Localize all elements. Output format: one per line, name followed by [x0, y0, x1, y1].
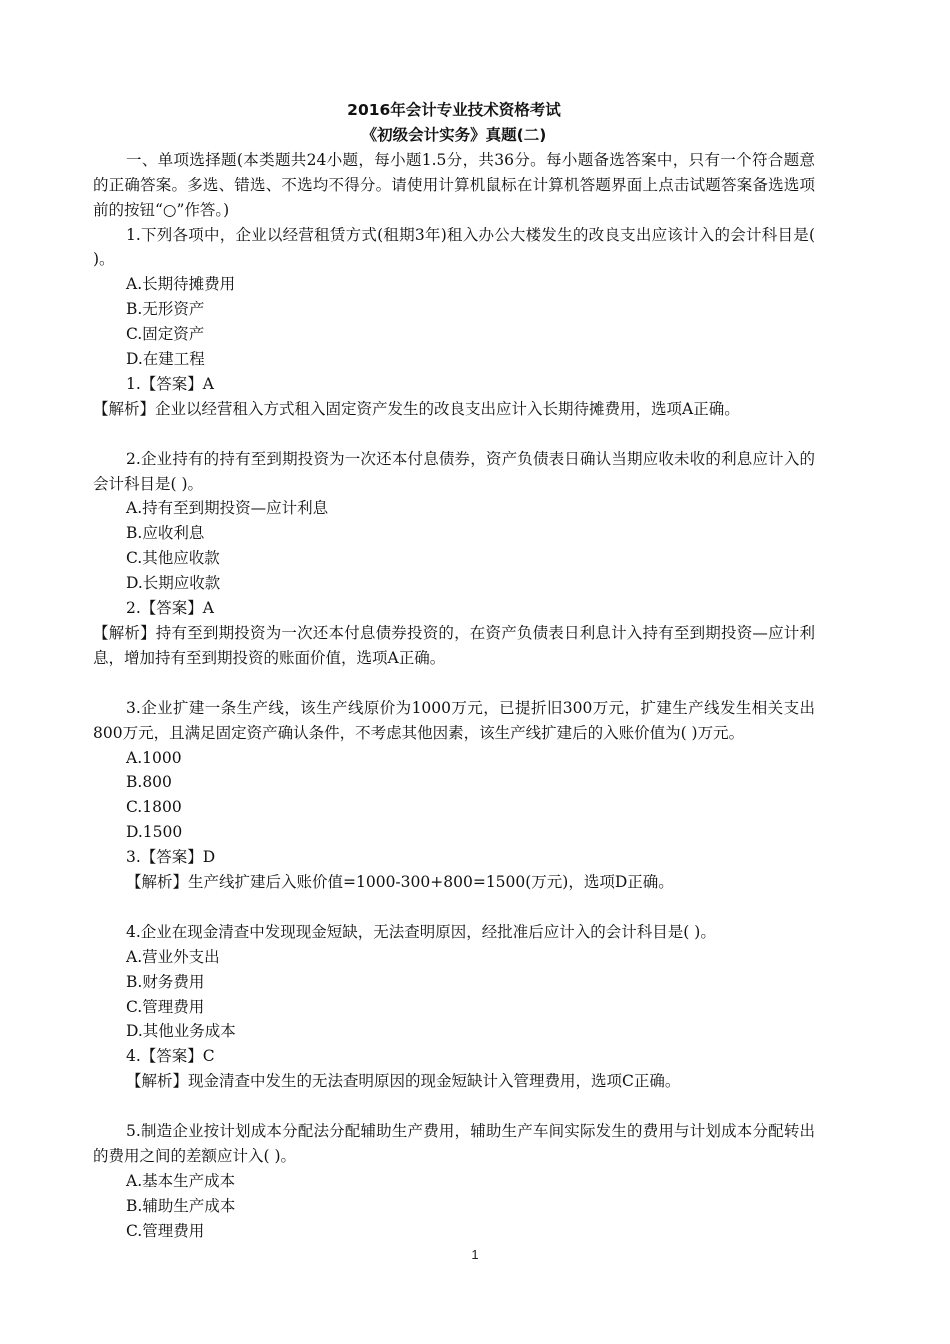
page-content: [93, 98, 815, 1244]
question-stem: 5.制造企业按计划成本分配法分配辅助生产费用，辅助生产车间实际发生的费用与计划成本分配转出的费用之间的差额应计入( )。: [93, 1122, 815, 1165]
document-subtitle: 《初级会计实务》真题(二): [361, 125, 547, 144]
answer-line: 1.【答案】A: [126, 374, 214, 393]
option-c: C.1800: [126, 798, 182, 817]
option-d: D.在建工程: [126, 350, 205, 369]
option-c: C.管理费用: [126, 1221, 205, 1240]
explanation: 【解析】现金清查中发生的无法查明原因的现金短缺计入管理费用，选项C正确。: [126, 1072, 681, 1091]
option-b: B.800: [126, 773, 172, 792]
answer-line: 3.【答案】D: [126, 848, 216, 867]
question-1: [93, 223, 815, 422]
option-c: C.其他应收款: [126, 549, 220, 568]
explanation: 【解析】生产线扩建后入账价值=1000-300+800=1500(万元)，选项D正确。: [126, 873, 674, 892]
option-c: C.固定资产: [126, 325, 205, 344]
blank-line: [93, 1094, 815, 1119]
question-stem: 2.企业持有的持有至到期投资为一次还本付息债券，资产负债表日确认当期应收未收的利息应计入的会计科目是( )。: [93, 449, 815, 493]
question-4: [93, 920, 815, 1094]
explanation: 【解析】企业以经营租入方式租入固定资产发生的改良支出应计入长期待摊费用，选项A正确。: [93, 399, 740, 418]
question-5: [93, 1119, 815, 1244]
option-b: B.应收利息: [126, 524, 205, 543]
option-b: B.无形资产: [126, 300, 205, 319]
option-a: A.基本生产成本: [126, 1171, 236, 1190]
option-a: A.1000: [126, 748, 182, 767]
option-a: A.持有至到期投资—应计利息: [126, 499, 329, 518]
question-stem: 4.企业在现金清查中发现现金短缺，无法查明原因，经批准后应计入的会计科目是( )。: [126, 922, 716, 941]
page-number: 1: [471, 1247, 479, 1262]
blank-line: [93, 671, 815, 696]
blank-line: [93, 422, 815, 447]
explanation: 【解析】持有至到期投资为一次还本付息债券投资的，在资产负债表日利息计入持有至到期投资—应计利息，增加持有至到期投资的账面价值，选项A正确。: [93, 624, 815, 667]
option-d: D.其他业务成本: [126, 1022, 236, 1041]
option-d: D.长期应收款: [126, 574, 221, 593]
question-stem: 1.下列各项中，企业以经营租赁方式(租期3年)租入办公大楼发生的改良支出应该计入的会计科目是( )。: [93, 225, 815, 269]
document-title: 2016年会计专业技术资格考试: [347, 101, 561, 119]
section-intro: 一、单项选择题(本类题共24小题，每小题1.5分，共36分。每小题备选答案中，只有一个符合题意的正确答案。多选、错选、不选均不得分。请使用计算机鼠标在计算机答题界面上点击试题答案备选选项前的按钮“○”作答。): [93, 150, 815, 219]
option-c: C.管理费用: [126, 997, 205, 1016]
option-a: A.长期待摊费用: [126, 275, 236, 294]
question-stem: 3.企业扩建一条生产线，该生产线原价为1000万元，已提折旧300万元，扩建生产线发生相关支出800万元，且满足固定资产确认条件，不考虑其他因素，该生产线扩建后的入账价值为( )万元。: [93, 698, 815, 742]
blank-line: [93, 895, 815, 920]
option-b: B.财务费用: [126, 972, 205, 991]
option-b: B.辅助生产成本: [126, 1196, 236, 1215]
option-a: A.营业外支出: [126, 947, 220, 966]
answer-line: 2.【答案】A: [126, 599, 214, 618]
option-d: D.1500: [126, 823, 183, 842]
question-3: [93, 696, 815, 895]
answer-line: 4.【答案】C: [126, 1047, 215, 1066]
question-2: [93, 447, 815, 671]
